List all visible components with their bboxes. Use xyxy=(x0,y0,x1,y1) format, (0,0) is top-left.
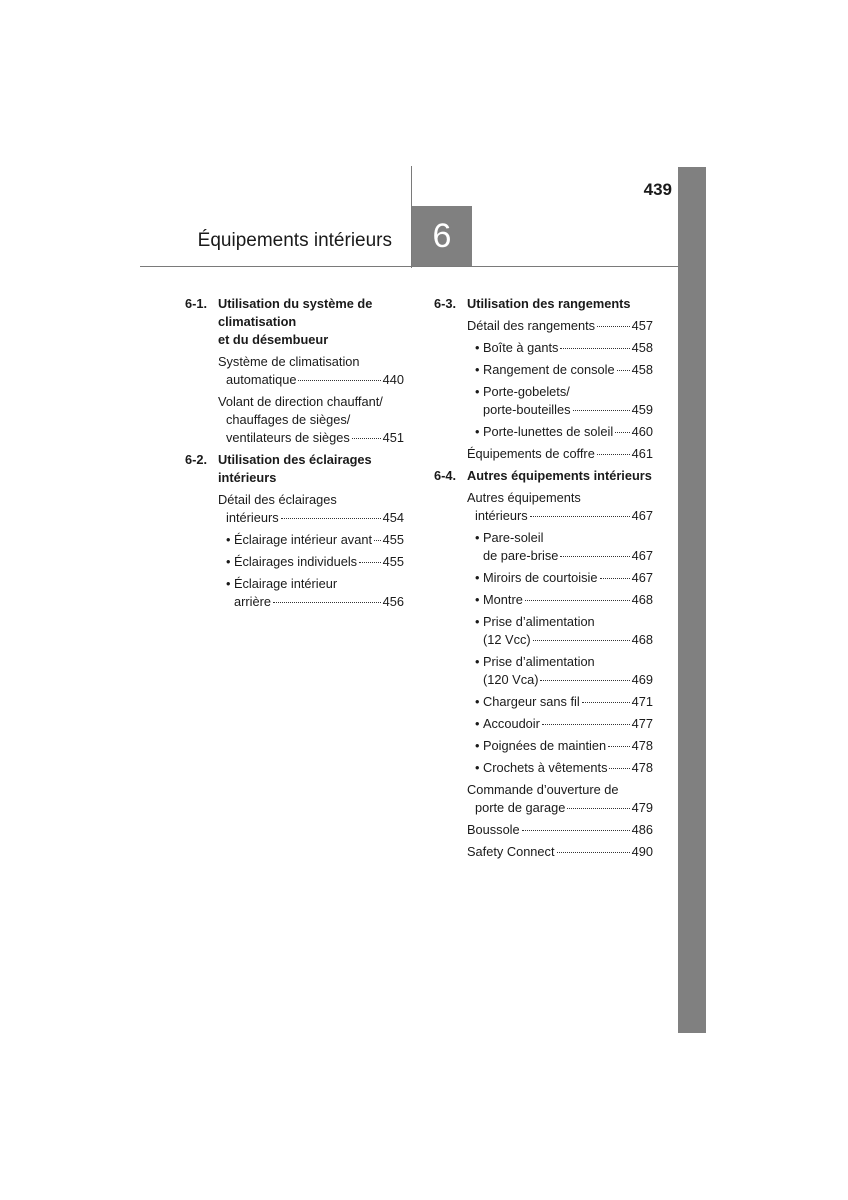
entry-text: Boîte à gants xyxy=(483,340,559,355)
toc-bullet-entry[interactable] xyxy=(434,715,653,733)
entry-leader-row xyxy=(475,737,653,755)
page-reference[interactable]: 459 xyxy=(631,402,653,417)
toc-entry[interactable] xyxy=(185,393,404,447)
dot-leader xyxy=(597,326,630,327)
bullet-marker: • xyxy=(475,738,480,753)
toc-bullet-entry[interactable] xyxy=(434,693,653,711)
entry-text: Boussole xyxy=(467,822,520,837)
dot-leader xyxy=(567,808,629,809)
entry-text-line: Détail des éclairages xyxy=(218,492,337,507)
entry-text: automatique xyxy=(226,372,297,387)
entry-text: Éclairage intérieur xyxy=(234,576,338,591)
toc-entry[interactable] xyxy=(434,489,653,525)
entry-text-line xyxy=(475,613,653,631)
bullet-marker: • xyxy=(475,694,480,709)
entry-leader-row xyxy=(475,715,653,733)
entry-text: Porte-lunettes de soleil xyxy=(483,424,614,439)
page-reference[interactable]: 479 xyxy=(631,800,653,815)
entry-text: Rangement de console xyxy=(483,362,615,377)
page-reference[interactable]: 457 xyxy=(631,318,653,333)
dot-leader xyxy=(600,578,630,579)
entry-leader-row xyxy=(475,671,653,689)
page-reference[interactable]: 469 xyxy=(631,672,653,687)
page-reference[interactable]: 461 xyxy=(631,446,653,461)
dot-leader xyxy=(542,724,630,725)
toc-entry[interactable] xyxy=(185,491,404,527)
toc-bullet-entry[interactable] xyxy=(434,613,653,649)
toc-entry[interactable] xyxy=(434,317,653,335)
entry-leader-row xyxy=(475,759,653,777)
dot-leader xyxy=(557,852,630,853)
entry-text: intérieurs xyxy=(475,508,528,523)
section-number: 6-2. xyxy=(185,452,208,467)
toc-bullet-entry[interactable] xyxy=(185,531,404,549)
entry-text: Éclairage intérieur avant xyxy=(234,532,372,547)
entry-text: intérieurs xyxy=(226,510,279,525)
entry-text: (12 Vcc) xyxy=(483,632,531,647)
toc-entry[interactable] xyxy=(434,821,653,839)
page-reference[interactable]: 455 xyxy=(382,554,404,569)
page-reference[interactable]: 458 xyxy=(631,362,653,377)
toc-bullet-entry[interactable] xyxy=(434,529,653,565)
page-reference[interactable]: 460 xyxy=(631,424,653,439)
section-title-line xyxy=(434,467,653,485)
dot-leader xyxy=(582,702,630,703)
dot-leader xyxy=(560,348,629,349)
toc-entry[interactable] xyxy=(434,781,653,817)
bullet-marker: • xyxy=(475,340,480,355)
entry-leader-row xyxy=(226,531,404,549)
page-reference[interactable]: 477 xyxy=(631,716,653,731)
bullet-marker: • xyxy=(226,554,231,569)
dot-leader xyxy=(615,432,629,433)
toc-section-heading xyxy=(185,295,404,349)
page-reference[interactable]: 467 xyxy=(631,570,653,585)
dot-leader xyxy=(298,380,380,381)
entry-text: Accoudoir xyxy=(483,716,540,731)
entry-leader-row xyxy=(226,553,404,571)
header-horizontal-rule xyxy=(140,266,678,267)
toc-entry[interactable] xyxy=(434,843,653,861)
dot-leader xyxy=(608,746,630,747)
toc-bullet-entry[interactable] xyxy=(185,575,404,611)
bullet-marker: • xyxy=(475,716,480,731)
entry-text: Détail des rangements xyxy=(467,318,596,333)
bullet-marker: • xyxy=(475,530,480,545)
entry-text: arrière xyxy=(234,594,271,609)
section-title-line: et du désembueur xyxy=(218,332,329,347)
page-reference[interactable]: 490 xyxy=(631,844,653,859)
entry-text: Chargeur sans fil xyxy=(483,694,580,709)
page-reference[interactable]: 478 xyxy=(631,760,653,775)
bullet-marker: • xyxy=(475,424,480,439)
entry-leader-row xyxy=(218,429,404,447)
toc-bullet-entry[interactable] xyxy=(434,361,653,379)
entry-text: Prise d’alimentation xyxy=(483,654,595,669)
bullet-marker: • xyxy=(475,760,480,775)
page-reference[interactable]: 458 xyxy=(631,340,653,355)
dot-leader xyxy=(352,438,381,439)
chapter-number-box: 6 xyxy=(412,206,472,266)
section-number: 6-1. xyxy=(185,296,208,311)
entry-text: Miroirs de courtoisie xyxy=(483,570,598,585)
dot-leader xyxy=(374,540,381,541)
entry-text: Équipements de coffre xyxy=(467,446,595,461)
section-number: 6-4. xyxy=(434,468,457,483)
entry-text: (120 Vca) xyxy=(483,672,539,687)
dot-leader xyxy=(525,600,630,601)
bullet-marker: • xyxy=(475,570,480,585)
toc-bullet-entry[interactable] xyxy=(434,339,653,357)
entry-leader-row xyxy=(467,445,653,463)
entry-text-line: Volant de direction chauffant/ xyxy=(218,394,383,409)
section-title-line xyxy=(185,451,404,469)
page-reference[interactable]: 467 xyxy=(631,548,653,563)
dot-leader xyxy=(573,410,630,411)
page-reference[interactable]: 454 xyxy=(382,510,404,525)
dot-leader xyxy=(617,370,630,371)
entry-text: de pare-brise xyxy=(483,548,559,563)
toc-section-heading xyxy=(185,451,404,487)
entry-text-line: Autres équipements xyxy=(467,490,581,505)
page-number: 439 xyxy=(643,180,672,199)
section-title-line xyxy=(434,295,653,313)
entry-leader-row xyxy=(475,423,653,441)
section-title-text: Utilisation du système de xyxy=(218,296,373,311)
entry-text: ventilateurs de sièges xyxy=(226,430,350,445)
entry-text-line xyxy=(475,383,653,401)
toc-bullet-entry[interactable] xyxy=(434,759,653,777)
page-reference[interactable]: 478 xyxy=(631,738,653,753)
toc-section-heading xyxy=(434,295,653,313)
bullet-marker: • xyxy=(475,362,480,377)
entry-text: Pare-soleil xyxy=(483,530,544,545)
toc-bullet-entry[interactable] xyxy=(434,383,653,419)
entry-text: Porte-gobelets/ xyxy=(483,384,570,399)
entry-text-line: chauffages de sièges/ xyxy=(226,412,351,427)
entry-text: porte-bouteilles xyxy=(483,402,571,417)
entry-text-line xyxy=(475,653,653,671)
dot-leader xyxy=(359,562,381,563)
bullet-marker: • xyxy=(475,384,480,399)
entry-leader-row xyxy=(475,591,653,609)
section-title-line: climatisation xyxy=(218,314,297,329)
entry-text-line: Système de climatisation xyxy=(218,354,360,369)
dot-leader xyxy=(533,640,630,641)
entry-leader-row xyxy=(475,631,653,649)
entry-leader-row xyxy=(475,339,653,357)
entry-leader-row xyxy=(475,547,653,565)
entry-text: porte de garage xyxy=(475,800,566,815)
entry-text: Safety Connect xyxy=(467,844,555,859)
bullet-marker: • xyxy=(226,576,231,591)
bullet-marker: • xyxy=(226,532,231,547)
entry-text: Montre xyxy=(483,592,523,607)
dot-leader xyxy=(530,516,630,517)
entry-leader-row xyxy=(475,693,653,711)
chapter-title: Équipements intérieurs xyxy=(197,230,392,251)
toc-left-column xyxy=(185,295,404,615)
bullet-marker: • xyxy=(475,592,480,607)
page-reference[interactable]: 468 xyxy=(631,592,653,607)
entry-leader-row xyxy=(218,371,404,389)
section-title-text: Autres équipements intérieurs xyxy=(467,468,652,483)
toc-bullet-entry[interactable] xyxy=(434,591,653,609)
page-reference[interactable]: 455 xyxy=(382,532,404,547)
page-reference[interactable]: 468 xyxy=(631,632,653,647)
page-reference[interactable]: 471 xyxy=(631,694,653,709)
entry-leader-row xyxy=(475,361,653,379)
dot-leader xyxy=(597,454,630,455)
dot-leader xyxy=(609,768,629,769)
entry-text: Poignées de maintien xyxy=(483,738,607,753)
dot-leader xyxy=(522,830,630,831)
dot-leader xyxy=(540,680,629,681)
section-title-text: Utilisation des éclairages xyxy=(218,452,372,467)
entry-text: Éclairages individuels xyxy=(234,554,358,569)
page-reference[interactable]: 486 xyxy=(631,822,653,837)
section-title-text: Utilisation des rangements xyxy=(467,296,631,311)
toc-bullet-entry[interactable] xyxy=(434,569,653,587)
toc-section-heading xyxy=(434,467,653,485)
toc-bullet-entry[interactable] xyxy=(434,653,653,689)
entry-leader-row xyxy=(467,507,653,525)
entry-leader-row xyxy=(467,821,653,839)
section-title-line xyxy=(185,295,404,313)
dot-leader xyxy=(281,518,381,519)
dot-leader xyxy=(560,556,629,557)
page-reference[interactable]: 440 xyxy=(382,372,404,387)
entry-leader-row xyxy=(475,401,653,419)
toc-right-column xyxy=(434,295,653,865)
toc-entry[interactable] xyxy=(185,353,404,389)
entry-text-line: Commande d’ouverture de xyxy=(467,782,619,797)
entry-leader-row xyxy=(475,569,653,587)
section-number: 6-3. xyxy=(434,296,457,311)
entry-leader-row xyxy=(467,317,653,335)
entry-text-line xyxy=(475,529,653,547)
bullet-marker: • xyxy=(475,654,480,669)
page-reference[interactable]: 456 xyxy=(382,594,404,609)
toc-bullet-entry[interactable] xyxy=(434,423,653,441)
entry-leader-row xyxy=(218,509,404,527)
entry-text-line xyxy=(226,575,404,593)
page-reference[interactable]: 451 xyxy=(382,430,404,445)
bullet-marker: • xyxy=(475,614,480,629)
entry-leader-row xyxy=(226,593,404,611)
section-title-line: intérieurs xyxy=(218,470,277,485)
page-reference[interactable]: 467 xyxy=(631,508,653,523)
toc-entry[interactable] xyxy=(434,445,653,463)
entry-leader-row xyxy=(467,799,653,817)
chapter-side-tab xyxy=(678,167,706,1033)
entry-text: Crochets à vêtements xyxy=(483,760,608,775)
toc-bullet-entry[interactable] xyxy=(434,737,653,755)
dot-leader xyxy=(273,602,381,603)
entry-leader-row xyxy=(467,843,653,861)
toc-bullet-entry[interactable] xyxy=(185,553,404,571)
entry-text: Prise d’alimentation xyxy=(483,614,595,629)
